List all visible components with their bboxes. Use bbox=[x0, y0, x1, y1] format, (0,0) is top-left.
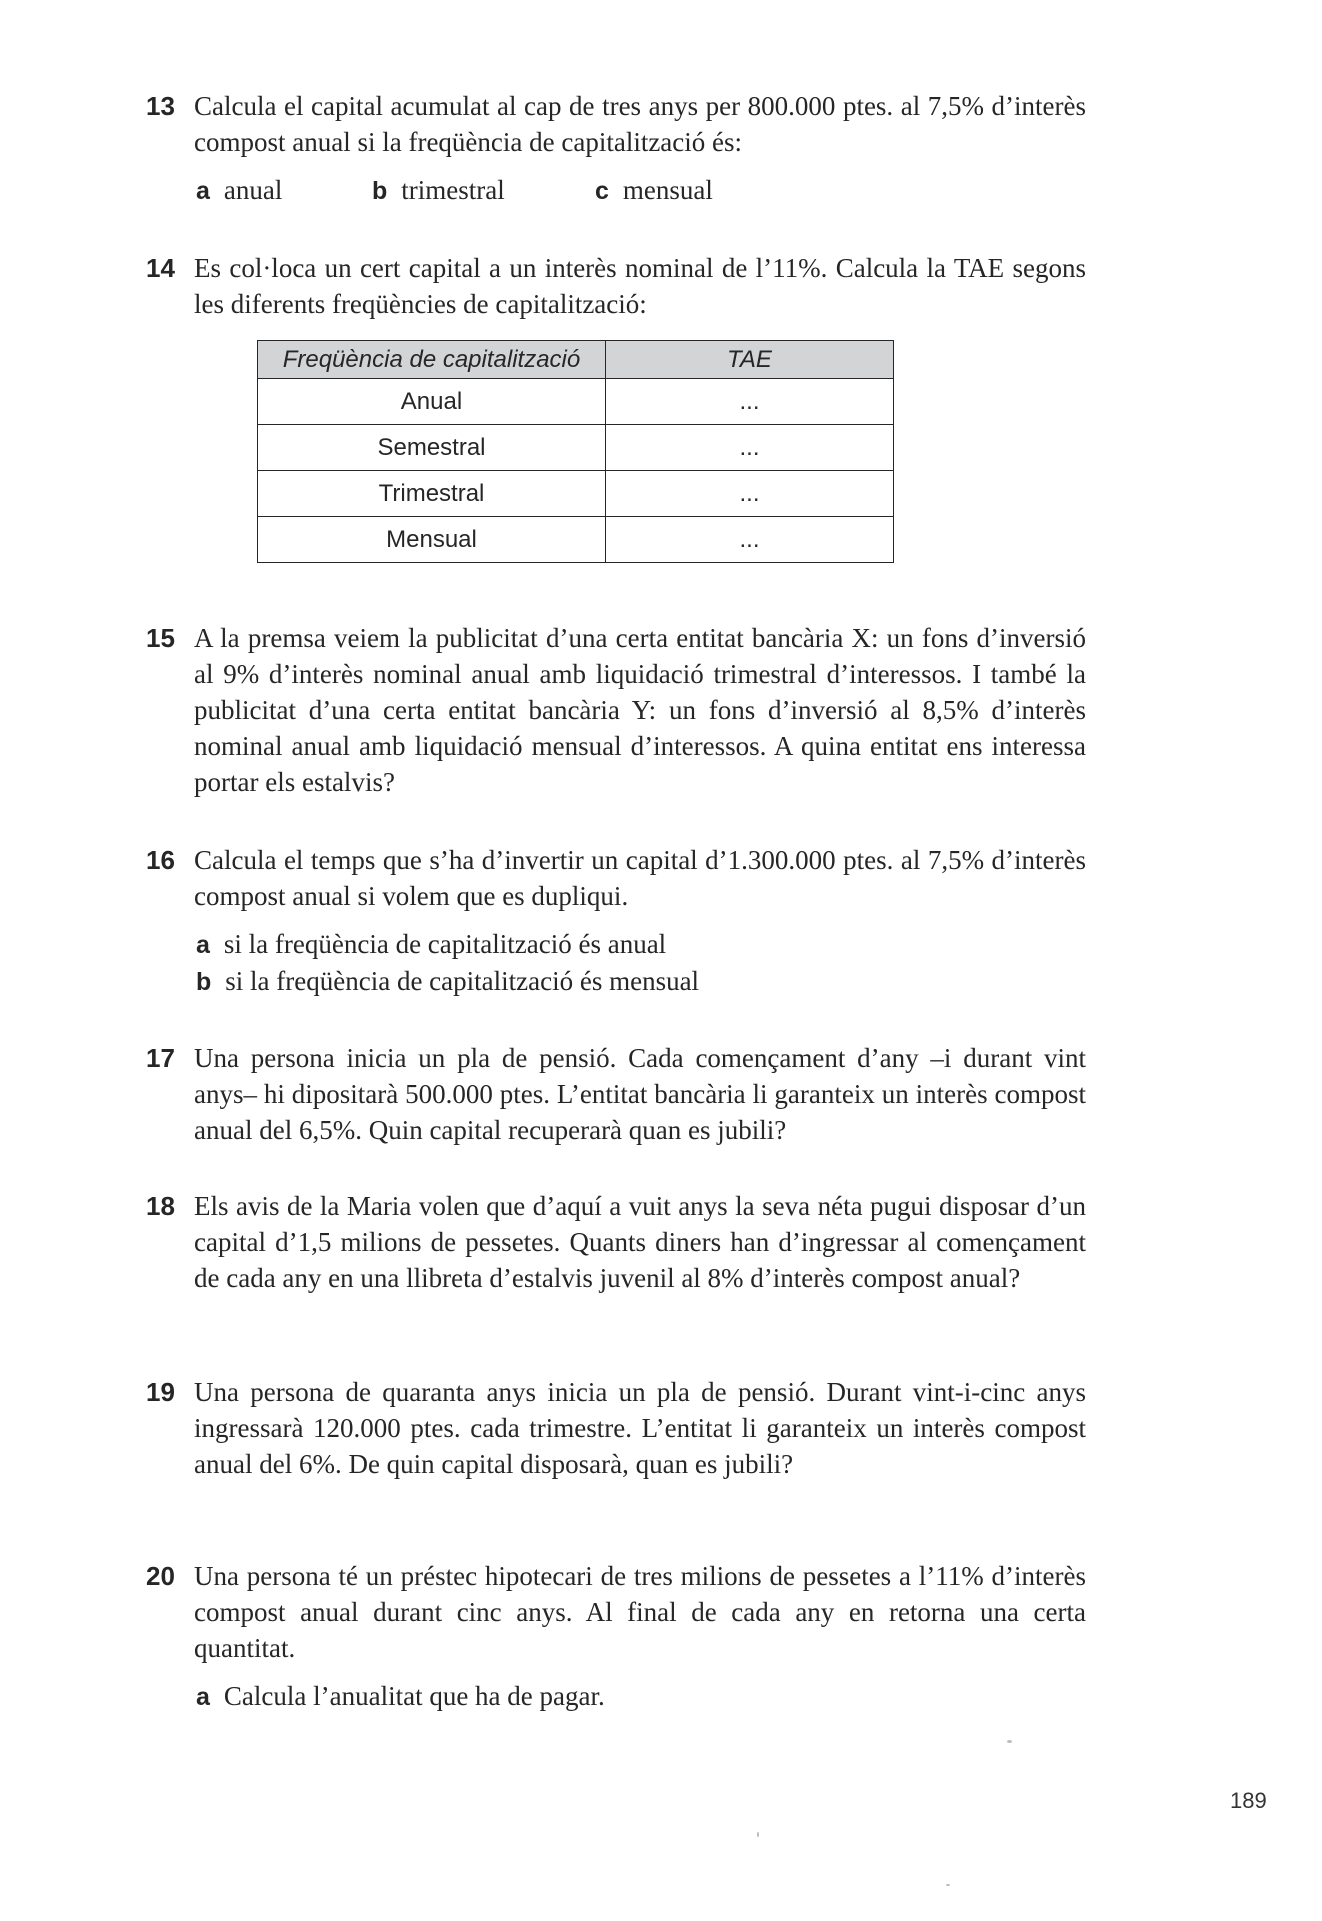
option-b: b trimestral bbox=[372, 175, 505, 205]
exercise-18 bbox=[146, 1188, 1086, 1296]
exercise-number: 15 bbox=[146, 623, 175, 653]
exercise-number: 19 bbox=[146, 1377, 175, 1407]
scan-speck bbox=[1007, 1740, 1012, 1743]
option-list bbox=[196, 1678, 1086, 1715]
option-list bbox=[196, 172, 1086, 209]
exercise-text: A la premsa veiem la publicitat d’una certa entitat bancària X: un fons d’inversió al 9% d’interès nominal anual amb liquidació trimestral d’interessos. I també la publicitat d’una certa entitat bancària Y: un fons d’inversió al 8,5% d’interès nominal anual amb liquidació mensual d’interessos. A quina entitat ens interessa portar els estalvis? bbox=[194, 623, 1086, 797]
table-cell: Trimestral bbox=[258, 471, 606, 517]
exercise-14 bbox=[146, 250, 1086, 322]
tae-table bbox=[257, 340, 894, 563]
exercise-text: Es col·loca un cert capital a un interès nominal de l’11%. Calcula la TAE segons les diferents freqüències de capitalització: bbox=[194, 253, 1086, 319]
column-header: Freqüència de capitalització bbox=[258, 341, 606, 379]
page-number: 189 bbox=[1230, 1788, 1267, 1813]
option-b: b si la freqüència de capitalització és mensual bbox=[196, 966, 700, 996]
exercise-text: Calcula el temps que s’ha d’invertir un capital d’1.300.000 ptes. al 7,5% d’interès compost anual si volem que es dupliqui. bbox=[194, 845, 1086, 911]
option-a: a anual bbox=[196, 175, 283, 205]
exercise-text: Una persona inicia un pla de pensió. Cada començament d’any –i durant vint anys– hi dipositarà 500.000 ptes. L’entitat bancària li garanteix un interès compost anual del 6,5%. Quin capital recuperarà quan es jubili? bbox=[194, 1043, 1086, 1145]
option-a: a si la freqüència de capitalització és anual bbox=[196, 929, 667, 959]
option-c: c mensual bbox=[595, 175, 713, 205]
table-row bbox=[258, 425, 894, 471]
exercise-number: 18 bbox=[146, 1191, 175, 1221]
table-cell: Semestral bbox=[258, 425, 606, 471]
exercise-number: 17 bbox=[146, 1043, 175, 1073]
table-row bbox=[258, 379, 894, 425]
exercise-text: Calcula el capital acumulat al cap de tres anys per 800.000 ptes. al 7,5% d’interès compost anual si la freqüència de capitalització és: bbox=[194, 91, 1086, 157]
option-list bbox=[196, 926, 1086, 1000]
exercise-13 bbox=[146, 88, 1086, 209]
table-header-row bbox=[258, 341, 894, 379]
table-cell: Anual bbox=[258, 379, 606, 425]
exercise-16 bbox=[146, 842, 1086, 1000]
table-cell: Mensual bbox=[258, 517, 606, 563]
exercise-text: Una persona té un préstec hipotecari de tres milions de pessetes a l’11% d’interès compost anual durant cinc anys. Al final de cada any en retorna una certa quantitat. bbox=[194, 1561, 1086, 1663]
exercise-19 bbox=[146, 1374, 1086, 1482]
exercise-text: Una persona de quaranta anys inicia un pla de pensió. Durant vint-i-cinc anys ingressarà 120.000 ptes. cada trimestre. L’entitat li garanteix un interès compost anual del 6%. De quin capital disposarà, quan es jubili? bbox=[194, 1377, 1086, 1479]
exercise-number: 13 bbox=[146, 91, 175, 121]
table-row bbox=[258, 471, 894, 517]
exercise-number: 14 bbox=[146, 253, 175, 283]
table-cell: ... bbox=[606, 517, 894, 563]
column-header: TAE bbox=[606, 341, 894, 379]
table-row bbox=[258, 517, 894, 563]
exercise-number: 20 bbox=[146, 1561, 175, 1591]
table-cell: ... bbox=[606, 425, 894, 471]
exercise-20 bbox=[146, 1558, 1086, 1715]
scan-speck bbox=[946, 1884, 950, 1886]
exercise-number: 16 bbox=[146, 845, 175, 875]
scan-speck bbox=[757, 1832, 759, 1837]
exercise-text: Els avis de la Maria volen que d’aquí a vuit anys la seva néta pugui disposar d’un capital d’1,5 milions de pessetes. Quants diners han d’ingressar al començament de cada any en una llibreta d’estalvis juvenil al 8% d’interès compost anual? bbox=[194, 1191, 1086, 1293]
option-a: a Calcula l’anualitat que ha de pagar. bbox=[196, 1681, 605, 1711]
exercise-17 bbox=[146, 1040, 1086, 1148]
table-cell: ... bbox=[606, 471, 894, 517]
table-cell: ... bbox=[606, 379, 894, 425]
exercise-15 bbox=[146, 620, 1086, 800]
